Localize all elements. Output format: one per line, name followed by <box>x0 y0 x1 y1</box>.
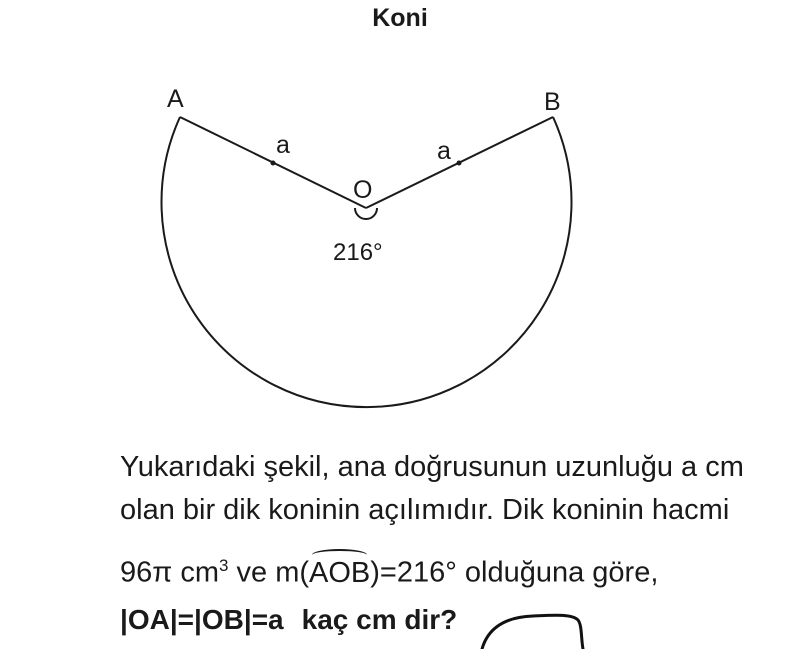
angle-measure-prefix: ve m( <box>228 556 310 589</box>
midpoint-ob <box>457 161 462 166</box>
volume-value: 96π cm <box>120 556 219 589</box>
angle-measure-rest: )=216° olduğuna göre, <box>370 556 659 589</box>
problem-line-1: Yukarıdaki şekil, ana doğrusunun uzunluğu a cm <box>120 451 744 483</box>
segment-condition: |OA|=|OB|=a <box>120 604 284 635</box>
question-text: kaç cm dir? <box>301 604 458 635</box>
side-label-left: a <box>276 131 290 159</box>
page-title: Koni <box>372 4 428 32</box>
angle-label: 216° <box>333 239 383 266</box>
midpoint-oa <box>271 161 276 166</box>
point-o-label: O <box>353 176 373 204</box>
point-a-label: A <box>167 85 184 113</box>
volume-exponent: 3 <box>218 556 229 575</box>
problem-line-3 <box>120 546 658 593</box>
problem-question <box>120 600 457 640</box>
angle-arc-marker <box>355 208 377 219</box>
side-label-right: a <box>437 137 451 165</box>
problem-line-2: olan bir dik koninin açılımıdır. Dik koninin hacmi <box>120 494 730 526</box>
angle-name: AOB <box>309 553 370 593</box>
point-b-label: B <box>544 88 561 116</box>
